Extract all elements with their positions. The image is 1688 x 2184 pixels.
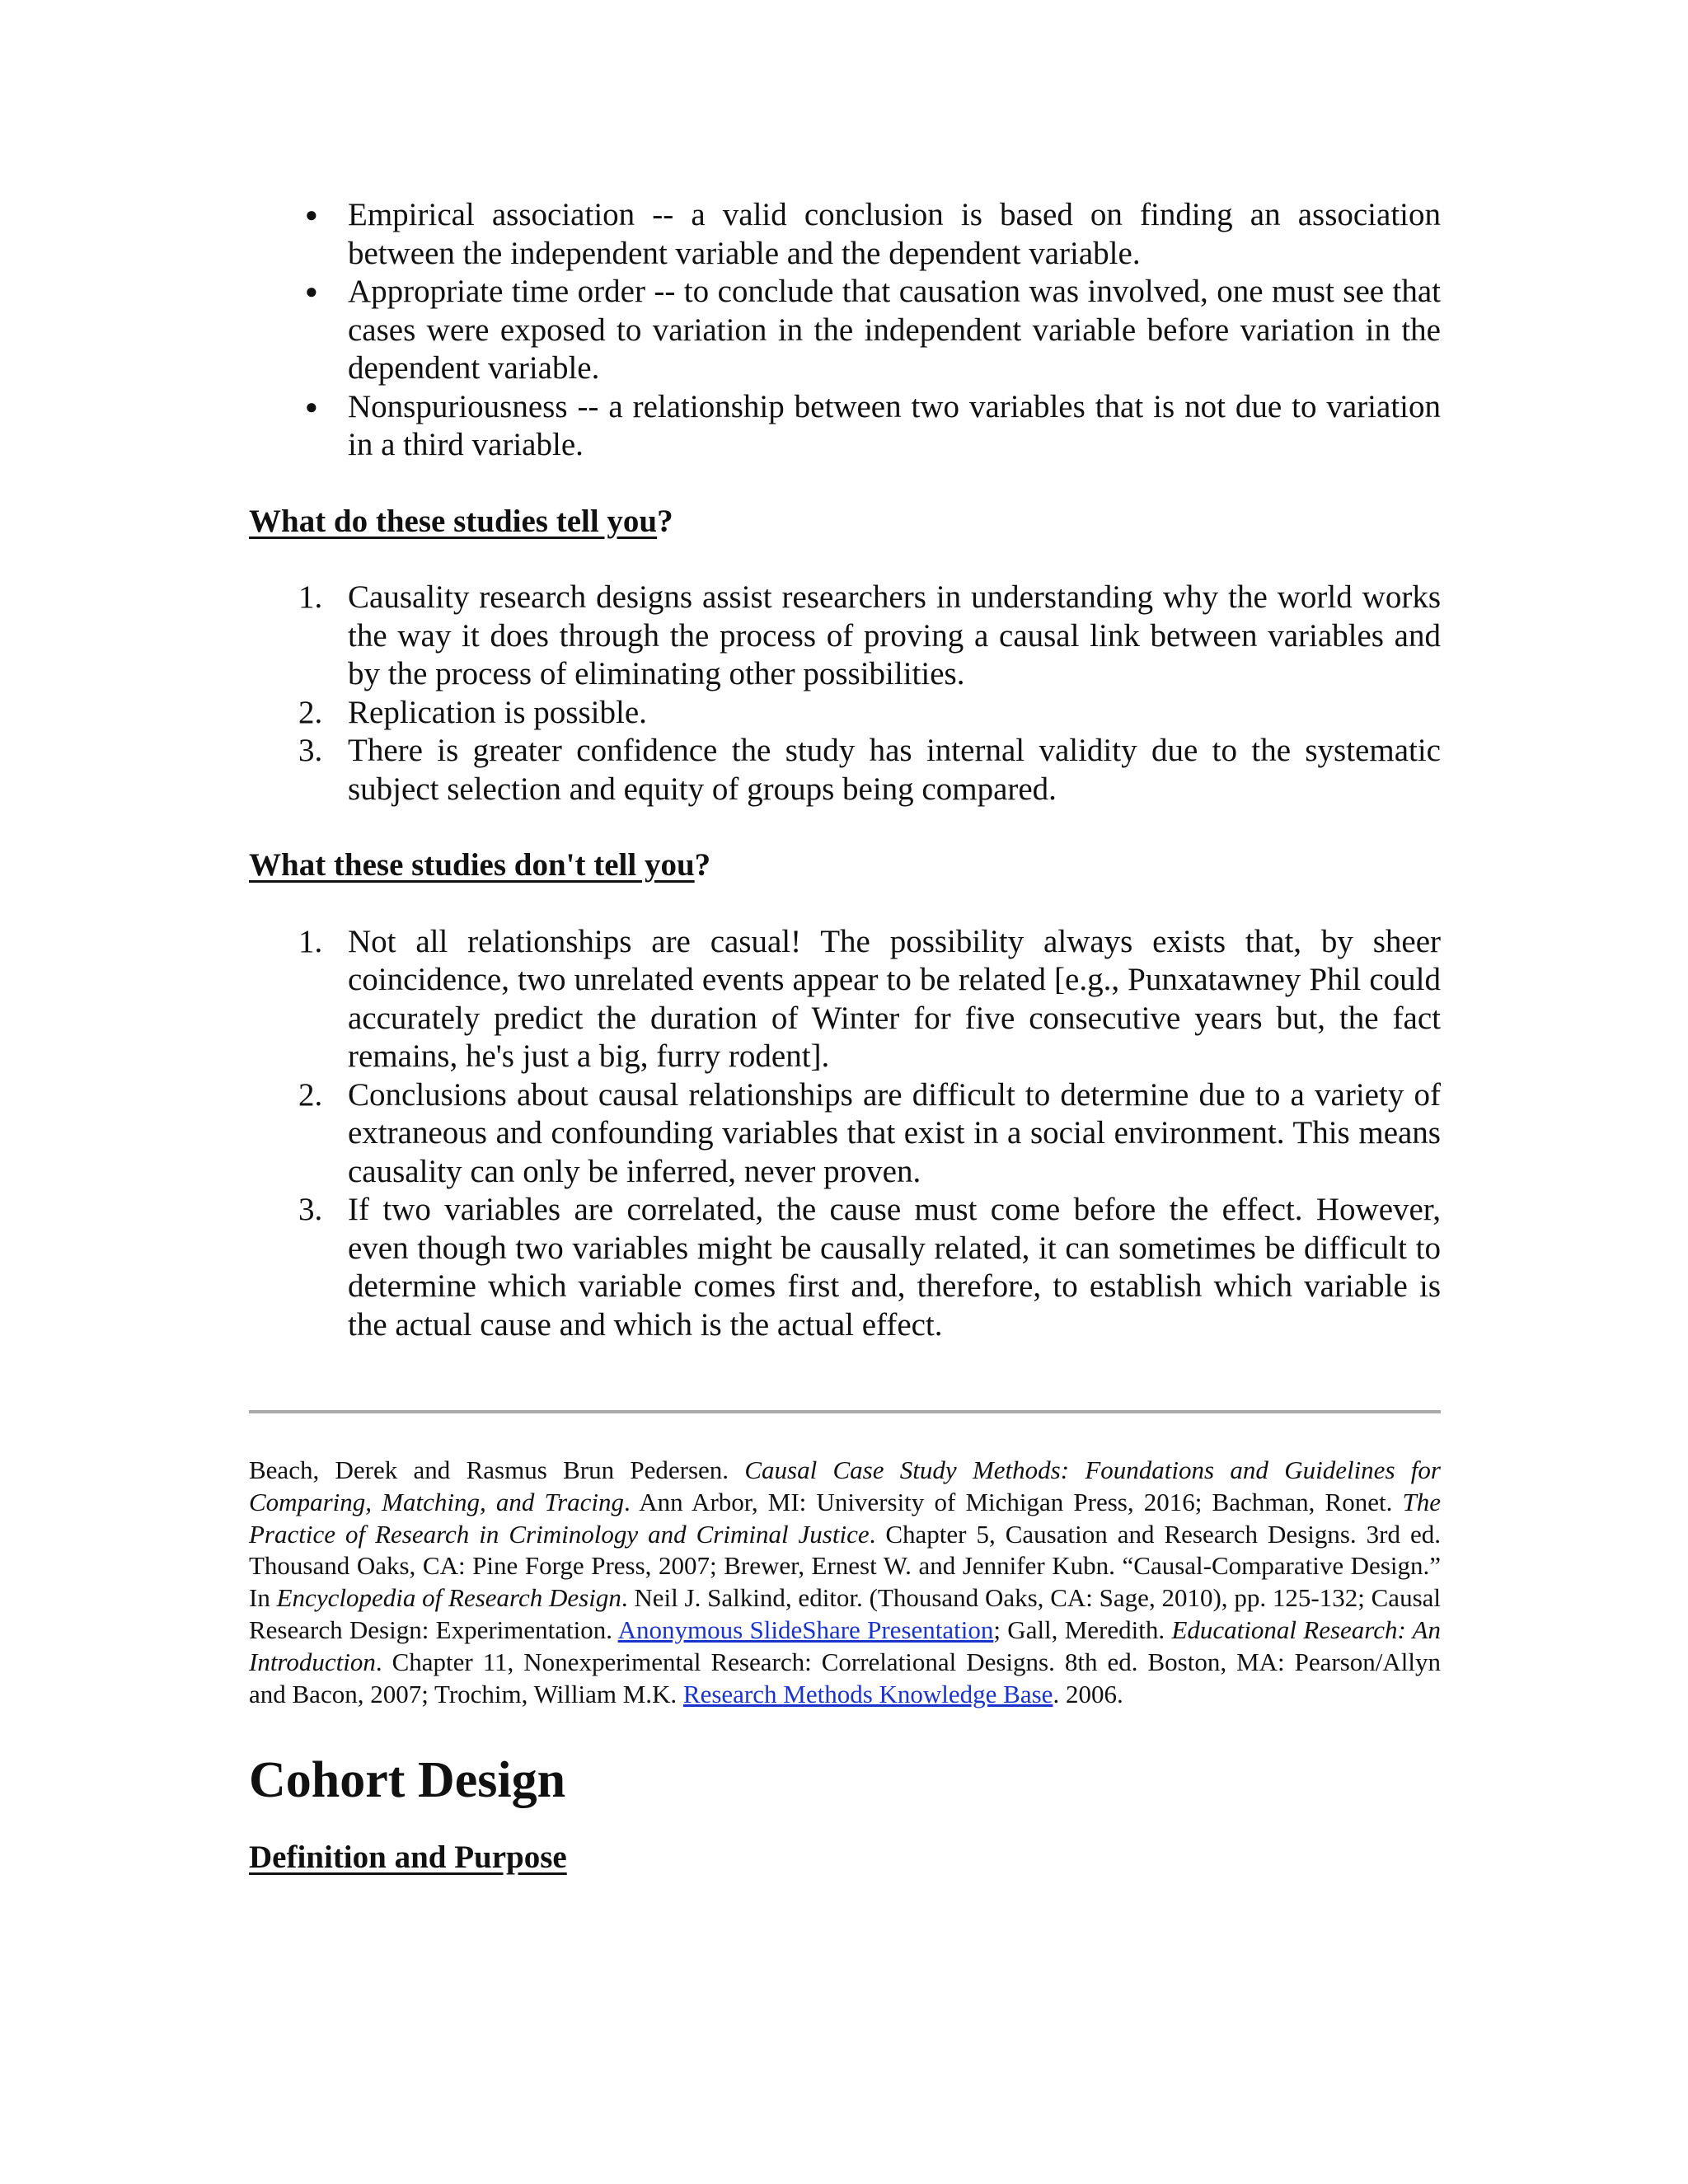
bullet-icon: ● <box>305 279 318 303</box>
tell-numbered-list <box>249 579 1441 808</box>
definition-purpose-heading: Definition and Purpose <box>249 1840 567 1876</box>
bullet-text: Nonspuriousness -- a relationship between two variables that is not due to variation in a third variable. <box>348 388 1441 462</box>
bullet-icon: ● <box>305 203 318 227</box>
list-item: 3. If two variables are correlated, the cause must come before the effect. However, even though two variables might be causally related, it can sometimes be difficult to determine which variable comes first and, therefore, to establish which variable is the actual cause and which is the actual effect. <box>298 1192 1441 1343</box>
list-item: 1. Causality research designs assist researchers in understanding why the world works the way it does through the process of proving a causal link between variables and by the process of eliminating other possibilities. <box>298 579 1441 691</box>
cohort-design-title: Cohort Design <box>249 1752 566 1809</box>
document-page <box>249 196 1441 1877</box>
section-heading-tell: What do these studies tell you? <box>249 503 673 539</box>
list-item <box>249 273 1441 388</box>
section-heading-dont: What these studies don't tell you? <box>249 847 711 883</box>
horizontal-rule <box>249 1410 1441 1413</box>
list-item: 2. Replication is possible. <box>298 694 647 730</box>
list-item: 1. Not all relationships are casual! The possibility always exists that, by sheer coincidence, two unrelated events appear to be related [e.g., Punxatawney Phil could accurately predict the duration of Winter for five consecutive years but, the fact remains, he's just a big, furry rodent]. <box>298 923 1441 1074</box>
bullet-text: Appropriate time order -- to conclude that causation was involved, one must see that cases were exposed to variation in the independent variable before variation in the dependent variable. <box>348 274 1441 386</box>
bullet-icon: ● <box>305 394 318 419</box>
slideshare-link[interactable]: Anonymous SlideShare Presentation <box>617 1615 994 1644</box>
criteria-bullet-list <box>249 196 1441 465</box>
dont-numbered-list <box>249 923 1441 1345</box>
bullet-text: Empirical association -- a valid conclusion is based on finding an association between the independent variable and the dependent variable. <box>348 197 1441 271</box>
list-item <box>249 388 1441 465</box>
list-item: 3. There is greater confidence the study has internal validity due to the systematic subject selection and equity of groups being compared. <box>298 733 1441 807</box>
references-paragraph: Beach, Derek and Rasmus Brun Pedersen. Causal Case Study Methods: Foundations and Guidelines for Comparing, Matching, and Tracing. Ann Arbor, MI: University of Michigan Press, 2016; Bachman, Ronet. The Practice of Research in Criminology and Criminal Justice. Chapter 5, Causation and Research Designs. 3rd ed. Thousand Oaks, CA: Pine Forge Press, 2007; Brewer, Ernest W. and Jennifer Kubn. “Causal-Comparative Design.” In Encyclopedia of Research Design. Neil J. Salkind, editor. (Thousand Oaks, CA: Sage, 2010), pp. 125-132; Causal Research Design: Experimentation. Anonymous SlideShare Presentation; Gall, Meredith. Educational Research: An Introduction. Chapter 11, Nonexperimental Research: Correlational Designs. 8th ed. Boston, MA: Pearson/Allyn and Bacon, 2007; Trochim, William M.K. Research Methods Knowledge Base. 2006. <box>249 1455 1442 1708</box>
list-item: 2. Conclusions about causal relationships are difficult to determine due to a variety of extraneous and confounding variables that exist in a social environment. This means causality can only be inferred, never proven. <box>298 1076 1441 1189</box>
knowledge-base-link[interactable]: Research Methods Knowledge Base <box>682 1679 1053 1708</box>
list-item <box>249 196 1441 273</box>
